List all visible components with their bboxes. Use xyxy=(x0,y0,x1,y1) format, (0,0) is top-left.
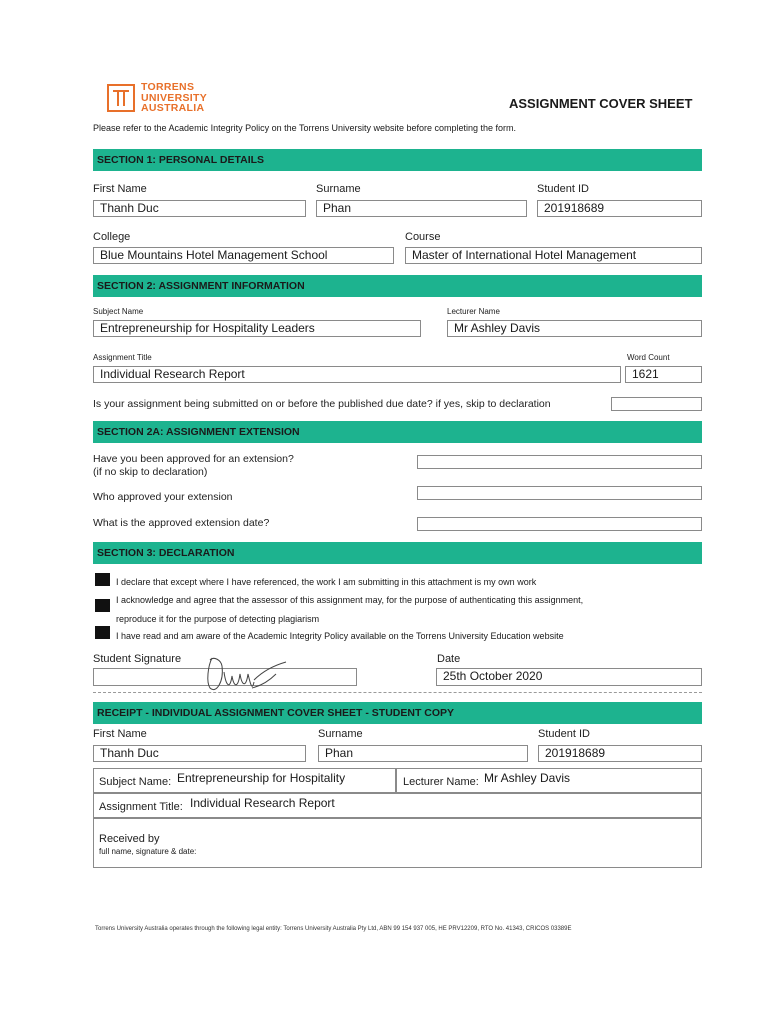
section-3-heading: SECTION 3: DECLARATION xyxy=(93,542,702,564)
declaration-1-text: I declare that except where I have referenced, the work I am submitting in this attachment is my own work xyxy=(116,577,537,587)
student-id-field[interactable]: 201918689 xyxy=(537,200,702,217)
received-by-sublabel: full name, signature & date: xyxy=(99,847,197,856)
extension-question-line-2: (if no skip to declaration) xyxy=(93,466,208,478)
received-by-label: Received by xyxy=(99,833,160,845)
declaration-3-checkbox[interactable] xyxy=(95,626,110,639)
intro-text: Please refer to the Academic Integrity Policy on the Torrens University website before completing the form. xyxy=(93,123,517,133)
receipt-first-name-label: First Name xyxy=(93,728,147,740)
section-1-heading: SECTION 1: PERSONAL DETAILS xyxy=(93,149,702,171)
logo-icon xyxy=(107,84,135,112)
receipt-subject-value: Entrepreneurship for Hospitality xyxy=(177,771,346,785)
receipt-lecturer-box[interactable] xyxy=(396,768,702,793)
receipt-lecturer-value: Mr Ashley Davis xyxy=(484,771,571,785)
receipt-subject-box[interactable] xyxy=(93,768,396,793)
extension-question xyxy=(93,453,294,479)
subject-name-label: Subject Name xyxy=(93,307,144,316)
receipt-assignment-title-label: Assignment Title: xyxy=(99,801,183,813)
declaration-1-checkbox[interactable] xyxy=(95,573,110,586)
section-2a-heading: SECTION 2A: ASSIGNMENT EXTENSION xyxy=(93,421,702,443)
date-field[interactable]: 25th October 2020 xyxy=(436,668,702,686)
logo-line-1: TORRENS xyxy=(141,81,195,93)
declaration-2-line-1: I acknowledge and agree that the assessor of this assignment may, for the purpose of authenticating this assignment, xyxy=(116,595,584,605)
receipt-heading: RECEIPT - INDIVIDUAL ASSIGNMENT COVER SHEET - STUDENT COPY xyxy=(93,702,702,724)
first-name-field[interactable]: Thanh Duc xyxy=(93,200,306,217)
extension-date-field[interactable] xyxy=(417,517,702,531)
first-name-label: First Name xyxy=(93,183,147,195)
student-id-label: Student ID xyxy=(537,183,589,195)
subject-name-field[interactable]: Entrepreneurship for Hospitality Leaders xyxy=(93,320,421,337)
receipt-received-by-box[interactable] xyxy=(93,818,702,868)
student-signature-label: Student Signature xyxy=(93,653,182,665)
due-date-question: Is your assignment being submitted on or before the published due date? if yes, skip to declaration xyxy=(93,398,551,410)
declaration-2-checkbox[interactable] xyxy=(95,599,110,612)
who-approved-label: Who approved your extension xyxy=(93,491,233,503)
assignment-title-label: Assignment Title xyxy=(93,353,152,362)
surname-label: Surname xyxy=(316,183,361,195)
receipt-lecturer-label: Lecturer Name: xyxy=(403,776,479,788)
receipt-surname-field[interactable]: Phan xyxy=(318,745,528,762)
receipt-first-name-field[interactable]: Thanh Duc xyxy=(93,745,306,762)
word-count-field[interactable]: 1621 xyxy=(625,366,702,383)
logo-line-3: AUSTRALIA xyxy=(141,102,205,114)
lecturer-name-label: Lecturer Name xyxy=(447,307,500,316)
declaration-3-text: I have read and am aware of the Academic Integrity Policy available on the Torrens University Education website xyxy=(116,631,564,641)
declaration-2-line-2: reproduce it for the purpose of detecting plagiarism xyxy=(116,614,320,624)
section-2-heading: SECTION 2: ASSIGNMENT INFORMATION xyxy=(93,275,702,297)
course-label: Course xyxy=(405,231,441,243)
course-field[interactable]: Master of International Hotel Management xyxy=(405,247,702,264)
cut-line-divider xyxy=(93,692,702,693)
receipt-subject-label: Subject Name: xyxy=(99,776,172,788)
receipt-student-id-label: Student ID xyxy=(538,728,590,740)
footer-legal-text: Torrens University Australia operates through the following legal entity: Torrens University Australia Pty Ltd, ABN 99 154 937 005, HE PRV12209, RTO No. 41343, CRICOS 03389E xyxy=(95,926,572,932)
receipt-assignment-title-value: Individual Research Report xyxy=(190,796,335,810)
word-count-label: Word Count xyxy=(627,353,670,362)
handwritten-signature xyxy=(202,652,292,694)
assignment-title-field[interactable]: Individual Research Report xyxy=(93,366,621,383)
college-label: College xyxy=(93,231,131,243)
receipt-surname-label: Surname xyxy=(318,728,363,740)
extension-answer-field[interactable] xyxy=(417,455,702,469)
receipt-student-id-field[interactable]: 201918689 xyxy=(538,745,702,762)
logo-wordmark xyxy=(141,82,207,114)
date-label: Date xyxy=(437,653,461,665)
due-date-answer-field[interactable] xyxy=(611,397,702,411)
lecturer-name-field[interactable]: Mr Ashley Davis xyxy=(447,320,702,337)
surname-field[interactable]: Phan xyxy=(316,200,527,217)
receipt-assignment-title-box[interactable] xyxy=(93,793,702,818)
extension-question-line-1: Have you been approved for an extension? xyxy=(93,453,294,465)
extension-date-label: What is the approved extension date? xyxy=(93,517,270,529)
who-approved-field[interactable] xyxy=(417,486,702,500)
college-field[interactable]: Blue Mountains Hotel Management School xyxy=(93,247,394,264)
page-title: ASSIGNMENT COVER SHEET xyxy=(509,96,693,111)
logo-line-2: UNIVERSITY xyxy=(141,91,208,104)
